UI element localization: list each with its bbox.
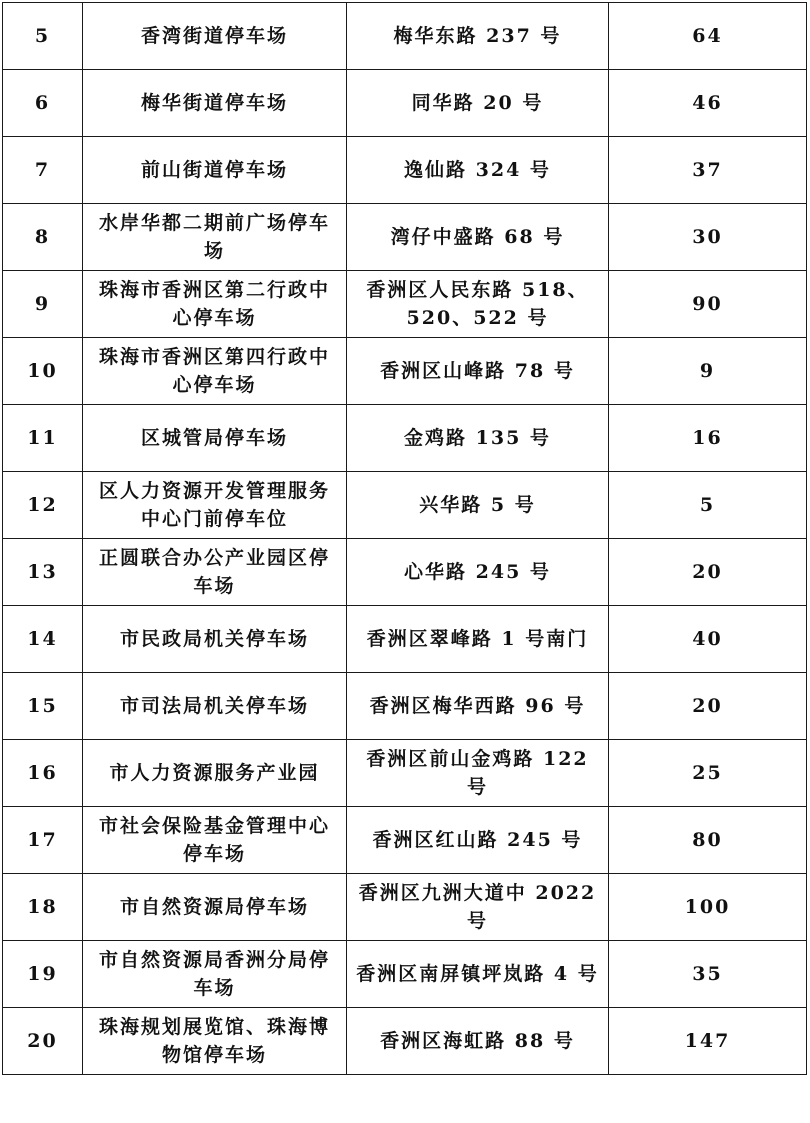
table-row bbox=[3, 70, 807, 137]
parking-lot-address: 香洲区红山路 245 号 bbox=[347, 807, 609, 874]
table-row bbox=[3, 405, 807, 472]
parking-lot-address: 香洲区山峰路 78 号 bbox=[347, 338, 609, 405]
parking-spaces-count: 37 bbox=[609, 137, 807, 204]
parking-spaces-count: 35 bbox=[609, 941, 807, 1008]
table-row bbox=[3, 1008, 807, 1075]
table-row bbox=[3, 472, 807, 539]
table-row bbox=[3, 673, 807, 740]
parking-lot-name: 市社会保险基金管理中心停车场 bbox=[83, 807, 347, 874]
parking-lot-address: 香洲区人民东路 518、520、522 号 bbox=[347, 271, 609, 338]
parking-spaces-count: 30 bbox=[609, 204, 807, 271]
parking-lot-address: 梅华东路 237 号 bbox=[347, 3, 609, 70]
table-row bbox=[3, 539, 807, 606]
parking-lot-name: 市自然资源局停车场 bbox=[83, 874, 347, 941]
parking-spaces-count: 40 bbox=[609, 606, 807, 673]
row-number: 9 bbox=[3, 271, 83, 338]
parking-lot-address: 香洲区九洲大道中 2022 号 bbox=[347, 874, 609, 941]
parking-lot-name: 市人力资源服务产业园 bbox=[83, 740, 347, 807]
parking-spaces-count: 25 bbox=[609, 740, 807, 807]
row-number: 20 bbox=[3, 1008, 83, 1075]
row-number: 19 bbox=[3, 941, 83, 1008]
parking-lot-name: 区城管局停车场 bbox=[83, 405, 347, 472]
parking-lot-name: 区人力资源开发管理服务中心门前停车位 bbox=[83, 472, 347, 539]
parking-lot-name: 珠海市香洲区第二行政中心停车场 bbox=[83, 271, 347, 338]
parking-lot-address: 同华路 20 号 bbox=[347, 70, 609, 137]
row-number: 10 bbox=[3, 338, 83, 405]
parking-spaces-count: 20 bbox=[609, 539, 807, 606]
row-number: 14 bbox=[3, 606, 83, 673]
parking-spaces-count: 64 bbox=[609, 3, 807, 70]
parking-lot-address: 心华路 245 号 bbox=[347, 539, 609, 606]
parking-spaces-count: 9 bbox=[609, 338, 807, 405]
row-number: 18 bbox=[3, 874, 83, 941]
table-row bbox=[3, 137, 807, 204]
parking-spaces-count: 100 bbox=[609, 874, 807, 941]
parking-lot-address: 香洲区南屏镇坪岚路 4 号 bbox=[347, 941, 609, 1008]
table-row bbox=[3, 941, 807, 1008]
table-row bbox=[3, 807, 807, 874]
parking-lot-address: 兴华路 5 号 bbox=[347, 472, 609, 539]
row-number: 11 bbox=[3, 405, 83, 472]
parking-spaces-count: 147 bbox=[609, 1008, 807, 1075]
parking-lot-name: 市民政局机关停车场 bbox=[83, 606, 347, 673]
parking-lot-table bbox=[2, 2, 807, 1075]
table-row bbox=[3, 606, 807, 673]
parking-lot-name: 香湾街道停车场 bbox=[83, 3, 347, 70]
row-number: 7 bbox=[3, 137, 83, 204]
row-number: 12 bbox=[3, 472, 83, 539]
row-number: 13 bbox=[3, 539, 83, 606]
table-row bbox=[3, 338, 807, 405]
parking-lot-name: 梅华街道停车场 bbox=[83, 70, 347, 137]
table-row bbox=[3, 740, 807, 807]
parking-lot-address: 香洲区海虹路 88 号 bbox=[347, 1008, 609, 1075]
row-number: 15 bbox=[3, 673, 83, 740]
parking-spaces-count: 46 bbox=[609, 70, 807, 137]
parking-lot-address: 香洲区前山金鸡路 122 号 bbox=[347, 740, 609, 807]
table-body bbox=[3, 3, 807, 1075]
parking-lot-name: 珠海规划展览馆、珠海博物馆停车场 bbox=[83, 1008, 347, 1075]
row-number: 8 bbox=[3, 204, 83, 271]
parking-lot-address: 金鸡路 135 号 bbox=[347, 405, 609, 472]
parking-lot-name: 正圆联合办公产业园区停车场 bbox=[83, 539, 347, 606]
row-number: 5 bbox=[3, 3, 83, 70]
row-number: 17 bbox=[3, 807, 83, 874]
parking-spaces-count: 80 bbox=[609, 807, 807, 874]
parking-lot-address: 逸仙路 324 号 bbox=[347, 137, 609, 204]
table-row bbox=[3, 204, 807, 271]
table-row bbox=[3, 3, 807, 70]
parking-lot-name: 市自然资源局香洲分局停车场 bbox=[83, 941, 347, 1008]
row-number: 6 bbox=[3, 70, 83, 137]
row-number: 16 bbox=[3, 740, 83, 807]
parking-lot-address: 香洲区梅华西路 96 号 bbox=[347, 673, 609, 740]
parking-lot-name: 珠海市香洲区第四行政中心停车场 bbox=[83, 338, 347, 405]
parking-spaces-count: 16 bbox=[609, 405, 807, 472]
parking-lot-name: 水岸华都二期前广场停车场 bbox=[83, 204, 347, 271]
parking-spaces-count: 20 bbox=[609, 673, 807, 740]
table-row bbox=[3, 271, 807, 338]
parking-lot-name: 市司法局机关停车场 bbox=[83, 673, 347, 740]
parking-lot-address: 湾仔中盛路 68 号 bbox=[347, 204, 609, 271]
table-row bbox=[3, 874, 807, 941]
parking-spaces-count: 5 bbox=[609, 472, 807, 539]
parking-lot-name: 前山街道停车场 bbox=[83, 137, 347, 204]
parking-lot-address: 香洲区翠峰路 1 号南门 bbox=[347, 606, 609, 673]
parking-spaces-count: 90 bbox=[609, 271, 807, 338]
